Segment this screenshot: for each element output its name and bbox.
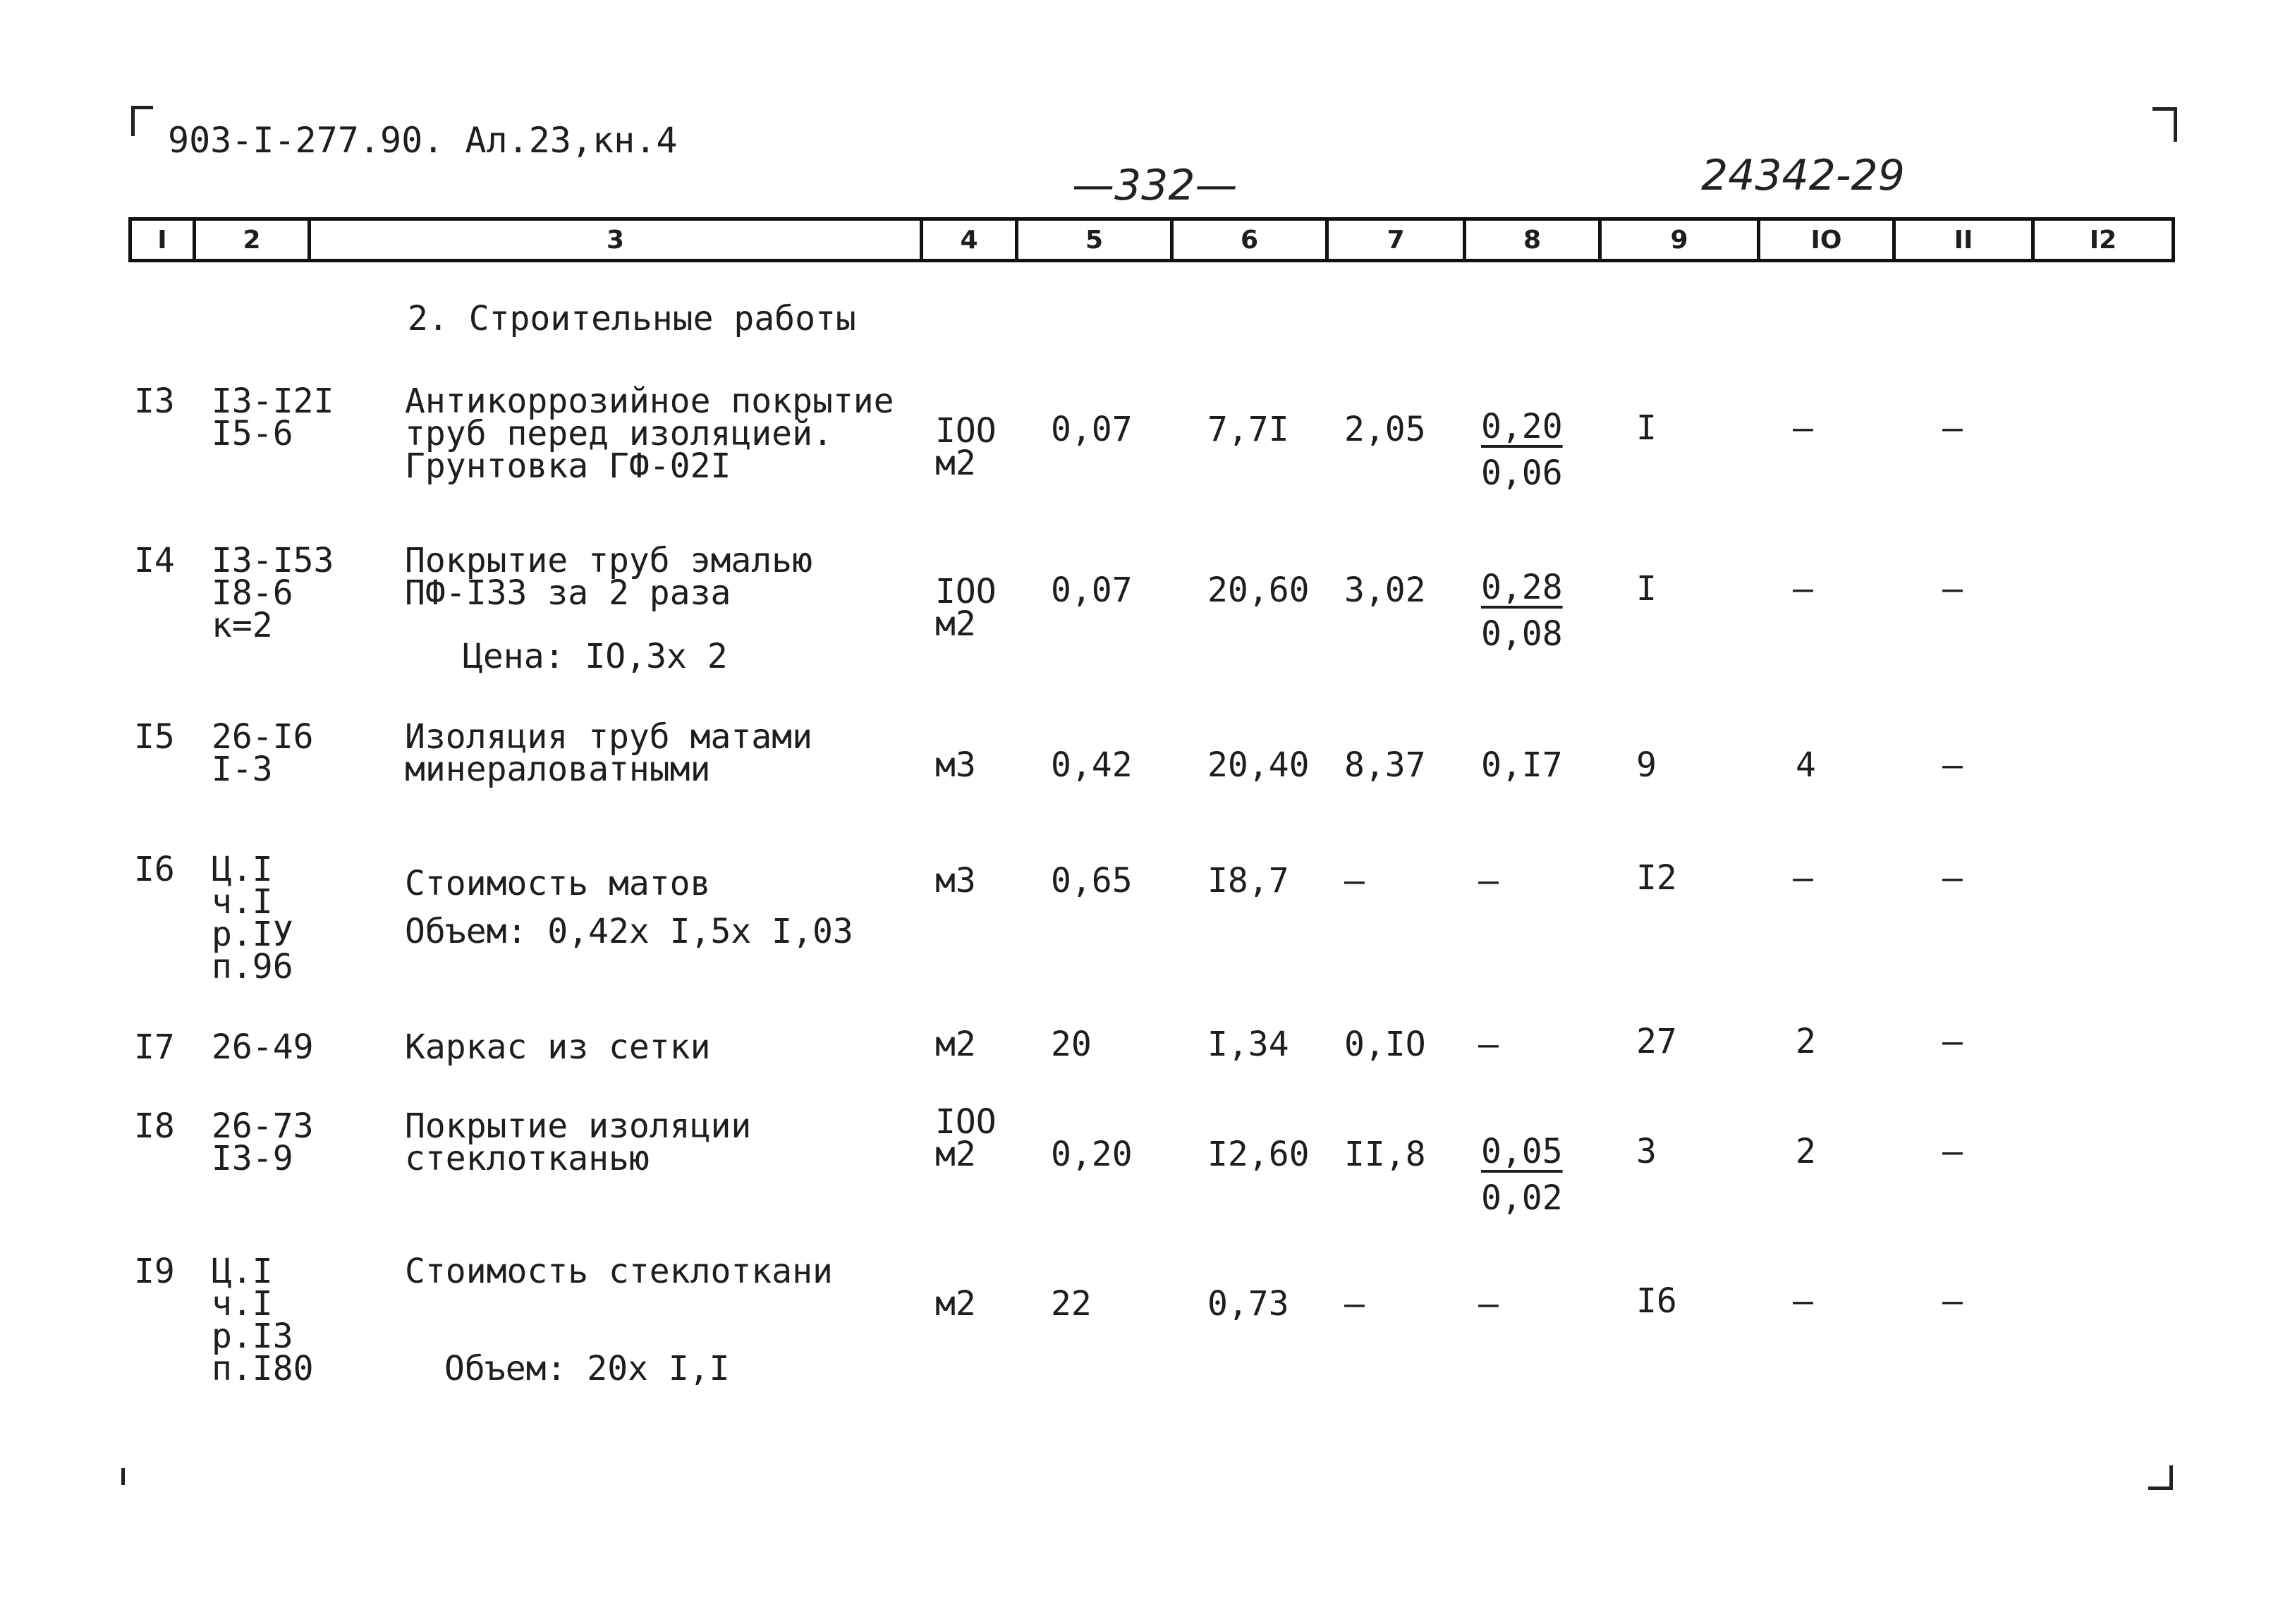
row-number: I9	[134, 1252, 175, 1291]
column-header: 6	[1170, 221, 1325, 259]
col11-value: –	[1942, 1132, 1963, 1171]
norm-code: I3-I53 I8-6 к=2	[212, 541, 334, 645]
col5-value: 0,65	[1051, 861, 1133, 900]
col9-value: I	[1636, 408, 1657, 448]
volume-note: Объем: 20х I,I	[444, 1349, 730, 1388]
norm-code: 26-73 I3-9	[212, 1106, 314, 1178]
norm-code: 26-49	[212, 1027, 314, 1067]
norm-code: Ц.I ч.I р.IУ п.96	[212, 850, 293, 987]
col10-value: –	[1793, 408, 1813, 448]
col10-value: 2	[1796, 1132, 1816, 1171]
col11-value: –	[1942, 408, 1963, 448]
col6-value: I,34	[1207, 1025, 1289, 1064]
col6-value: I2,60	[1207, 1135, 1310, 1174]
col5-value: 0,20	[1051, 1135, 1133, 1174]
norm-code: 26-I6 I-3	[212, 717, 314, 789]
col7-value: 2,05	[1344, 410, 1426, 449]
col6-value: 0,73	[1207, 1284, 1289, 1324]
col5-value: 0,07	[1051, 570, 1133, 610]
col9-value: 27	[1636, 1022, 1677, 1061]
row-number: I4	[134, 541, 175, 580]
column-header: 9	[1598, 221, 1757, 259]
col11-value: –	[1942, 858, 1963, 898]
col10-value: –	[1793, 858, 1813, 898]
corner-mark-top-right	[2152, 107, 2177, 142]
price-note: Цена: IO,3х 2	[463, 637, 728, 676]
col9-value: I2	[1636, 858, 1677, 898]
column-header: I	[157, 225, 167, 255]
unit: м3	[935, 745, 976, 785]
column-header: 4	[920, 221, 1015, 259]
corner-mark-bottom-left	[121, 1468, 125, 1485]
row-number: I8	[134, 1106, 175, 1146]
column-header: 5	[1015, 221, 1170, 259]
col9-value: 3	[1636, 1132, 1657, 1171]
col11-value: –	[1942, 1022, 1963, 1061]
col10-value: –	[1793, 1281, 1813, 1321]
work-description: Изоляция труб матами минераловатными	[405, 717, 812, 789]
unit: IOO м2	[935, 572, 997, 644]
work-description: Каркас из сетки	[405, 1027, 711, 1067]
col6-value: 20,60	[1207, 570, 1310, 610]
row-number: I5	[134, 717, 175, 757]
row-number: I3	[134, 381, 175, 421]
col10-value: –	[1793, 569, 1813, 609]
col6-value: 7,7I	[1207, 410, 1289, 449]
col7-value: –	[1344, 1284, 1365, 1324]
col8-value-top: 0,05	[1481, 1132, 1563, 1171]
corner-mark-bottom-right	[2148, 1465, 2173, 1490]
col7-value: 3,02	[1344, 570, 1426, 610]
column-header: 7	[1325, 221, 1463, 259]
unit: м3	[935, 861, 976, 900]
work-description: Покрытие труб эмалью ПФ-I33 за 2 раза	[405, 541, 812, 613]
corner-mark-top-left	[131, 106, 153, 136]
unit: IOO м2	[935, 1102, 997, 1174]
col10-value: 2	[1796, 1022, 1816, 1061]
col9-value: I	[1636, 569, 1657, 609]
row-number: I7	[134, 1027, 175, 1067]
col7-value: –	[1344, 861, 1365, 900]
col5-value: 0,42	[1051, 745, 1133, 785]
unit: м2	[935, 1284, 976, 1324]
col8-value-top: 0,20	[1481, 407, 1563, 446]
column-header: I2	[2031, 221, 2172, 259]
column-header: 2	[193, 221, 307, 259]
col6-value: I8,7	[1207, 861, 1289, 900]
work-description: Стоимость матов	[405, 864, 711, 903]
norm-code: Ц.I ч.I р.I3 п.I80	[212, 1252, 314, 1388]
unit: IOO м2	[935, 411, 997, 483]
col8-value: –	[1478, 1284, 1499, 1324]
col10-value: 4	[1796, 745, 1816, 785]
col5-value: 20	[1051, 1025, 1092, 1064]
unit: м2	[935, 1025, 976, 1064]
column-header: 8	[1463, 221, 1598, 259]
document-code: 903-I-277.90. Ал.23,кн.4	[168, 120, 678, 161]
col11-value: –	[1942, 569, 1963, 609]
col6-value: 20,40	[1207, 745, 1310, 785]
col9-value: I6	[1636, 1281, 1677, 1321]
col7-value: 8,37	[1344, 745, 1426, 785]
column-header: II	[1892, 221, 2031, 259]
col8-value-bottom: 0,08	[1481, 614, 1563, 654]
col8-value: 0,I7	[1481, 745, 1563, 785]
page-number: —332—	[1072, 161, 1238, 210]
column-header-row	[128, 217, 2175, 262]
col9-value: 9	[1636, 745, 1657, 785]
col8-value: –	[1478, 861, 1499, 900]
col8-value-top: 0,28	[1481, 568, 1563, 607]
col5-value: 0,07	[1051, 410, 1133, 449]
norm-code: I3-I2I I5-6	[212, 381, 334, 453]
col8-value-bottom: 0,06	[1481, 453, 1563, 493]
col5-value: 22	[1051, 1284, 1092, 1324]
column-header: IO	[1757, 221, 1892, 259]
col7-value: 0,IO	[1344, 1025, 1426, 1064]
col7-value: II,8	[1344, 1135, 1426, 1174]
work-description: Антикоррозийное покрытие труб перед изоляцией. Грунтовка ГФ-02I	[405, 381, 894, 486]
col8-value-bottom: 0,02	[1481, 1178, 1563, 1218]
col11-value: –	[1942, 745, 1963, 785]
project-number: 24342-29	[1701, 151, 1905, 200]
column-header: 3	[307, 221, 920, 259]
section-title: 2. Строительные работы	[408, 299, 856, 338]
work-description: Покрытие изоляции стеклотканью	[405, 1106, 752, 1178]
col11-value: –	[1942, 1281, 1963, 1321]
row-number: I6	[134, 850, 175, 889]
volume-note: Объем: 0,42х I,5х I,03	[405, 912, 853, 951]
col8-value: –	[1478, 1025, 1499, 1064]
work-description: Стоимость стеклоткани	[405, 1252, 833, 1291]
